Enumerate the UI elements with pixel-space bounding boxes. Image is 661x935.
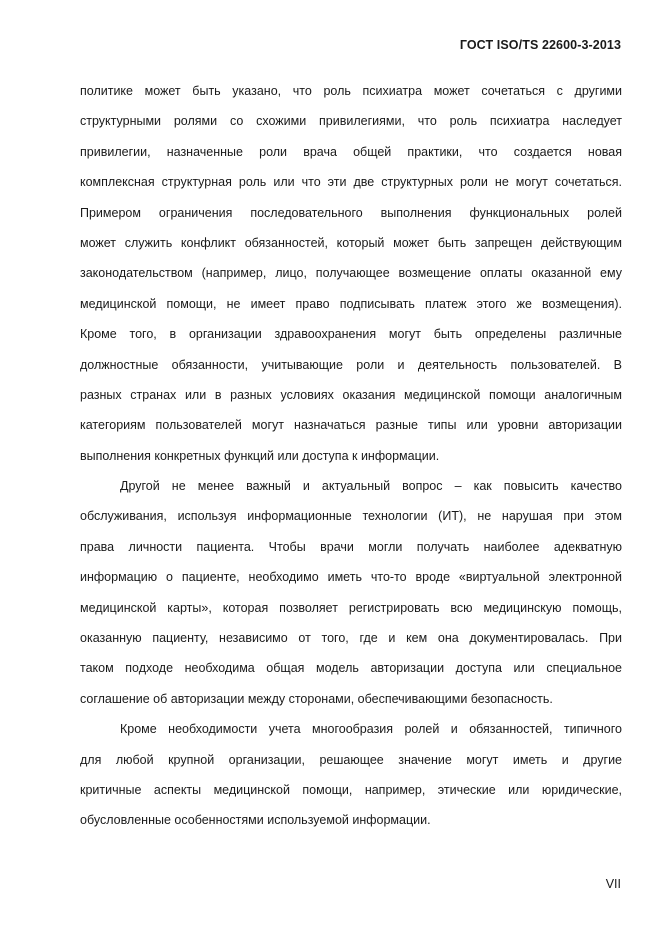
text-line: законодательством (например, лицо, получающее возмещение оплаты оказанной ему [80,266,622,281]
text-line: разных странах или в разных условиях оказания медицинской помощи аналогичным [80,387,622,402]
text-line: Кроме необходимости учета многообразия ролей и обязанностей, типичного [120,722,622,737]
text-line: информацию о пациенте, необходимо иметь что-то вроде «виртуальной электронной [80,570,622,585]
text-line: категориям пользователей могут назначаться разные типы или уровни авторизации [80,418,622,433]
document-body [80,76,622,836]
text-line: может служить конфликт обязанностей, который может быть запрещен действующим [80,235,622,250]
text-line: таком подходе необходима общая модель авторизации доступа или специальное [80,661,622,676]
text-line: критичные аспекты медицинской помощи, например, этические или юридические, [80,782,622,797]
text-line: привилегии, назначенные роли врача общей практики, что создается новая [80,144,622,159]
text-line: обусловленные особенностями используемой информации. [80,813,431,828]
text-line: Другой не менее важный и актуальный вопрос – как повысить качество [120,479,622,494]
paragraph-2 [80,471,622,714]
page-number: VII [605,877,621,891]
text-line: Кроме того, в организации здравоохранения могут быть определены различные [80,327,622,342]
text-line: выполнения конкретных функций или доступа к информации. [80,448,440,463]
text-line: Примером ограничения последовательного выполнения функциональных ролей [80,205,622,220]
text-line: обслуживания, используя информационные технологии (ИТ), не нарушая при этом [80,509,622,524]
text-line: соглашение об авторизации между сторонами, обеспечивающими безопасность. [80,691,553,706]
paragraph-1 [80,76,622,471]
standard-code-header: ГОСТ ISO/TS 22600-3-2013 [459,38,621,52]
text-line: для любой крупной организации, решающее значение могут иметь и другие [80,752,622,767]
text-line: медицинской карты», которая позволяет регистрировать всю медицинскую помощь, [80,600,622,615]
text-line: права личности пациента. Чтобы врачи могли получать наиболее адекватную [80,539,622,554]
text-line: оказанную пациенту, независимо от того, где и кем она документировалась. При [80,631,622,646]
text-line: медицинской помощи, не имеет право подписывать платеж этого же возмещения). [80,296,622,311]
text-line: структурными ролями со схожими привилегиями, что роль психиатра наследует [80,114,622,129]
text-line: политике может быть указано, что роль психиатра может сочетаться с другими [80,84,622,98]
paragraph-3 [80,714,622,836]
text-line: должностные обязанности, учитывающие роли и деятельность пользователей. В [80,357,622,372]
text-line: комплексная структурная роль или что эти две структурных роли не могут сочетаться. [80,175,622,190]
